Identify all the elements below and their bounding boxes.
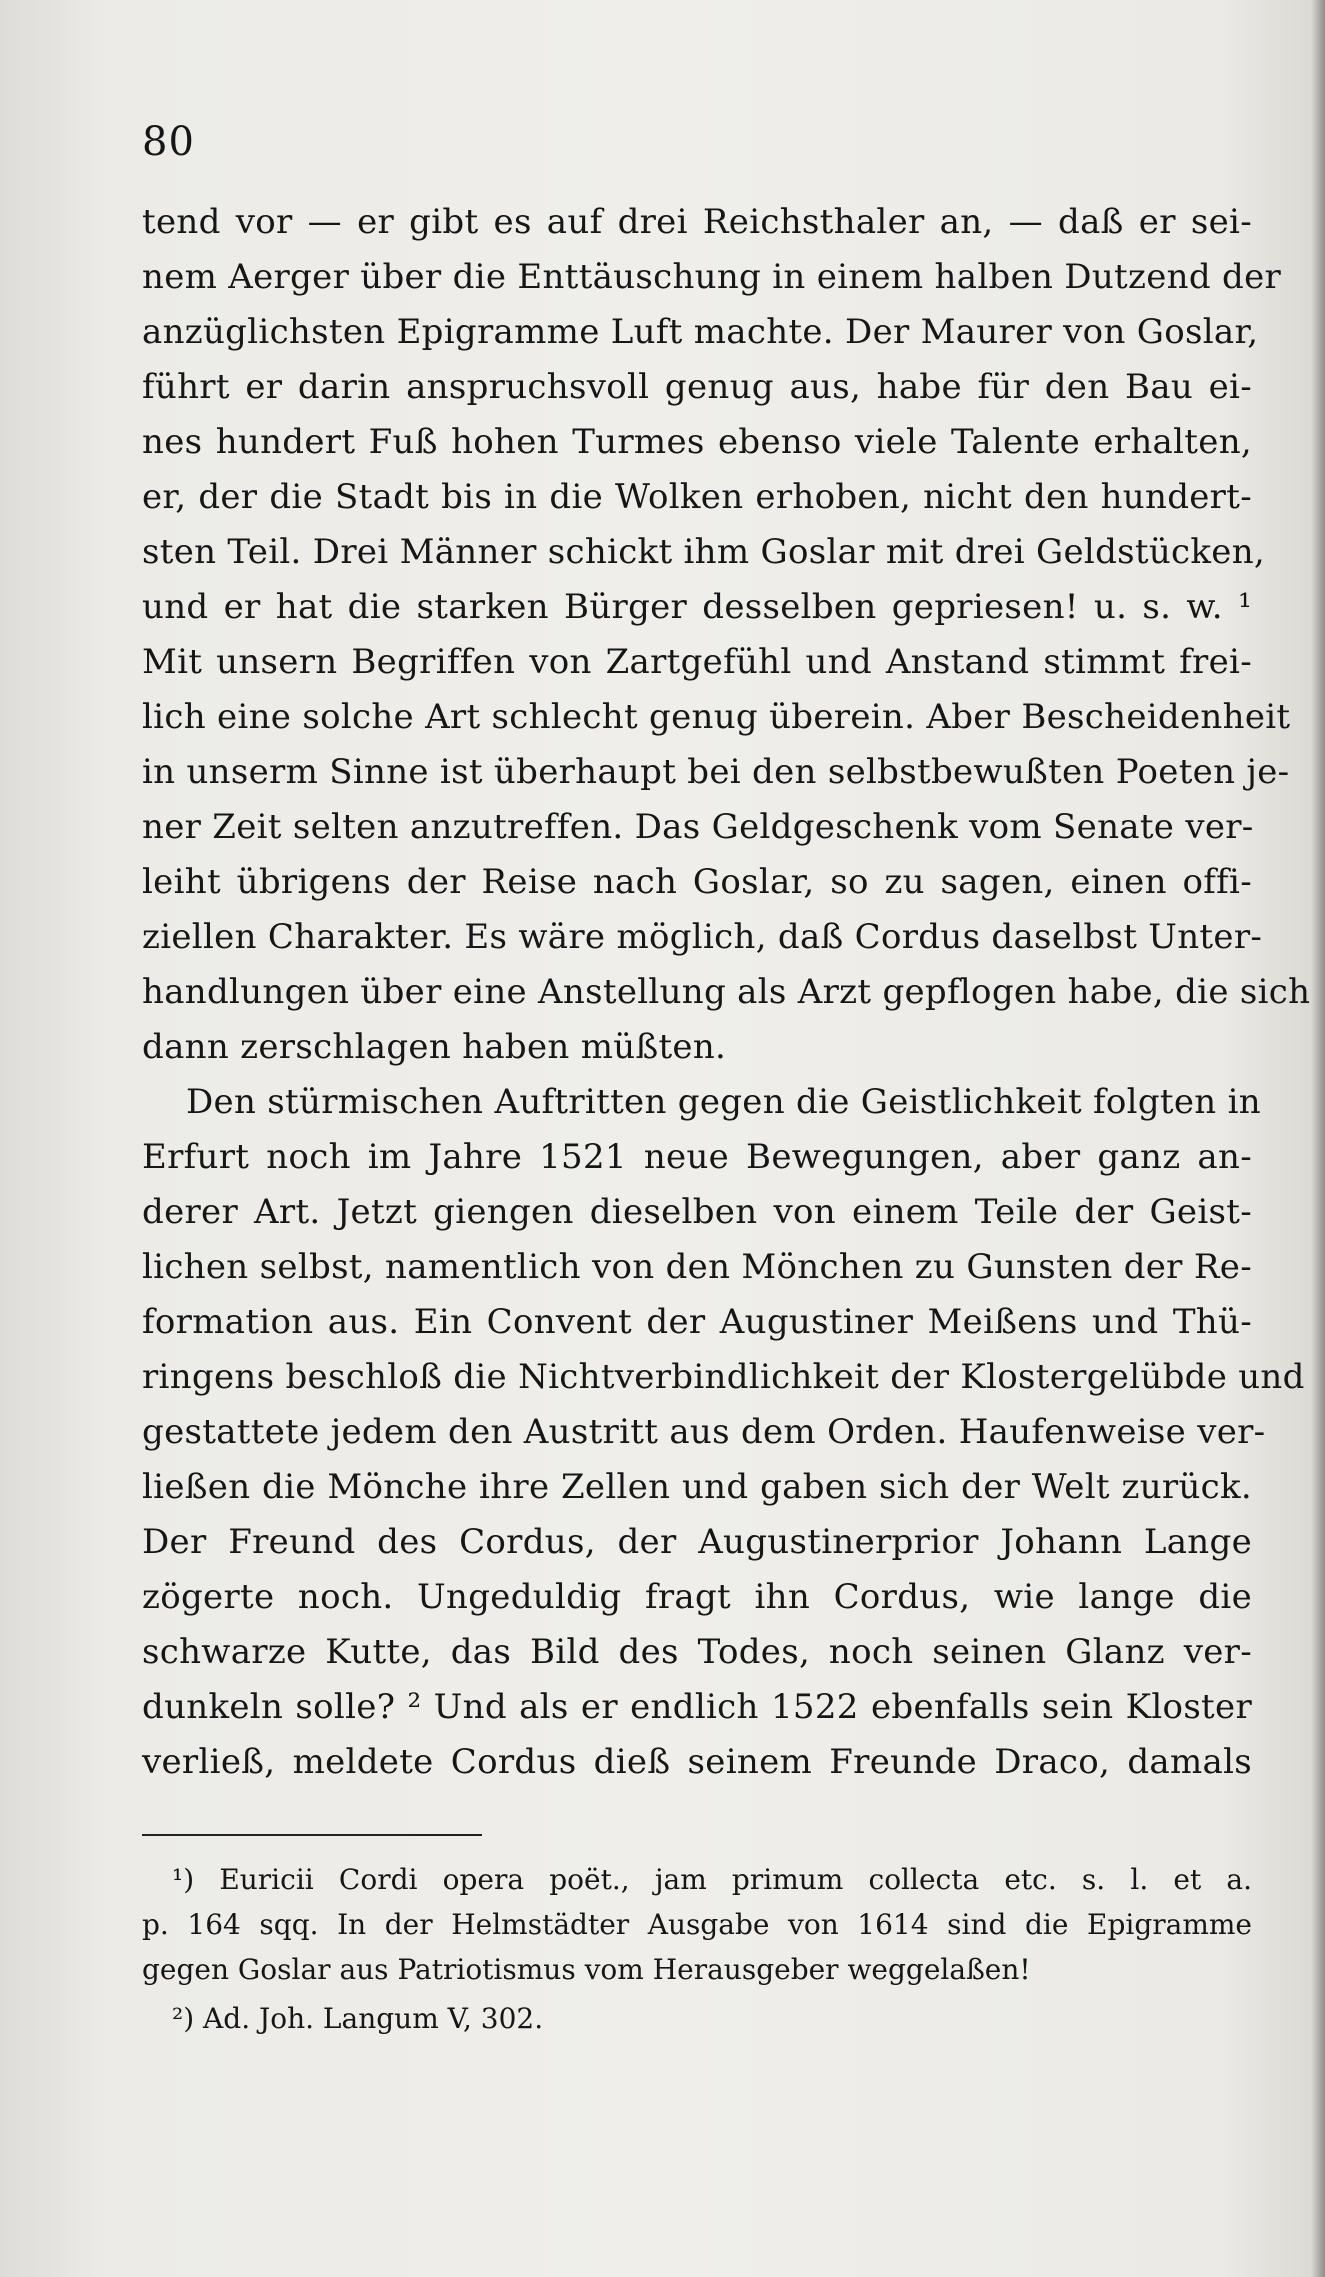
text-line: lichen selbst, namentlich von den Mönchen zu Gunsten der Re- [142, 1247, 1252, 1287]
text-line: anzüglichsten Epigramme Luft machte. Der Maurer von Goslar, [142, 312, 1259, 352]
footnote-1-line: p. 164 sqq. In der Helmstädter Ausgabe von 1614 sind die Epigramme [142, 1908, 1252, 1941]
text-line: nes hundert Fuß hohen Turmes ebenso viele Talente erhalten, [142, 422, 1252, 462]
paragraph-start-line: Den stürmischen Auftritten gegen die Geistlichkeit folgten in [186, 1082, 1261, 1122]
text-line: ließen die Mönche ihre Zellen und gaben sich der Welt zurück. [142, 1467, 1252, 1507]
footnote-2-line: ²) Ad. Joh. Langum V, 302. [172, 2002, 544, 2035]
text-line: lich eine solche Art schlecht genug überein. Aber Bescheidenheit [142, 697, 1291, 737]
footnotes [142, 1857, 1252, 2041]
text-line: sten Teil. Drei Männer schickt ihm Goslar mit drei Geldstücken, [142, 532, 1266, 572]
text-line: tend vor — er gibt es auf drei Reichsthaler an, — daß er sei- [142, 202, 1252, 242]
text-line: ringens beschloß die Nichtverbindlichkeit der Klostergelübde und [142, 1357, 1305, 1397]
text-line: nem Aerger über die Enttäuschung in einem halben Dutzend der [142, 257, 1282, 297]
text-line: leiht übrigens der Reise nach Goslar, so zu sagen, einen offi- [142, 862, 1252, 902]
text-line: Der Freund des Cordus, der Augustinerprior Johann Lange [142, 1522, 1252, 1562]
body-text [142, 195, 1311, 1790]
text-line: in unserm Sinne ist überhaupt bei den selbstbewußten Poeten je- [142, 752, 1290, 792]
text-line: handlungen über eine Anstellung als Arzt gepflogen habe, die sich [142, 972, 1311, 1012]
text-line: Mit unsern Begriffen von Zartgefühl und Anstand stimmt frei- [142, 642, 1252, 682]
text-line: und er hat die starken Bürger desselben gepriesen! u. s. w. ¹ [142, 587, 1252, 627]
text-line: dann zerschlagen haben müßten. [142, 1027, 727, 1067]
text-line: gestattete jedem den Austritt aus dem Orden. Haufenweise ver- [142, 1412, 1266, 1452]
page-number: 80 [142, 119, 195, 165]
text-line: Erfurt noch im Jahre 1521 neue Bewegungen, aber ganz an- [142, 1137, 1252, 1177]
text-line: ziellen Charakter. Es wäre möglich, daß Cordus daselbst Unter- [142, 917, 1263, 957]
text-line: ner Zeit selten anzutreffen. Das Geldgeschenk vom Senate ver- [142, 807, 1254, 847]
footnote-1-line: gegen Goslar aus Patriotismus vom Herausgeber weggelaßen! [142, 1953, 1031, 1986]
text-line: verließ, meldete Cordus dieß seinem Freunde Draco, damals [142, 1742, 1252, 1782]
page-edge-shadow [1311, 0, 1325, 2277]
footnote-1-line: ¹) Euricii Cordi opera poët., jam primum collecta etc. s. l. et a. [172, 1863, 1252, 1896]
text-line: derer Art. Jetzt giengen dieselben von einem Teile der Geist- [142, 1192, 1252, 1232]
text-line: zögerte noch. Ungeduldig fragt ihn Cordus, wie lange die [142, 1577, 1252, 1617]
text-line: dunkeln solle? ² Und als er endlich 1522 ebenfalls sein Kloster [142, 1687, 1252, 1727]
text-line: er, der die Stadt bis in die Wolken erhoben, nicht den hundert- [142, 477, 1252, 517]
footnote-divider [142, 1834, 482, 1836]
text-line: formation aus. Ein Convent der Augustiner Meißens und Thü- [142, 1302, 1252, 1342]
text-line: schwarze Kutte, das Bild des Todes, noch seinen Glanz ver- [142, 1632, 1252, 1672]
text-line: führt er darin anspruchsvoll genug aus, habe für den Bau ei- [142, 367, 1252, 407]
